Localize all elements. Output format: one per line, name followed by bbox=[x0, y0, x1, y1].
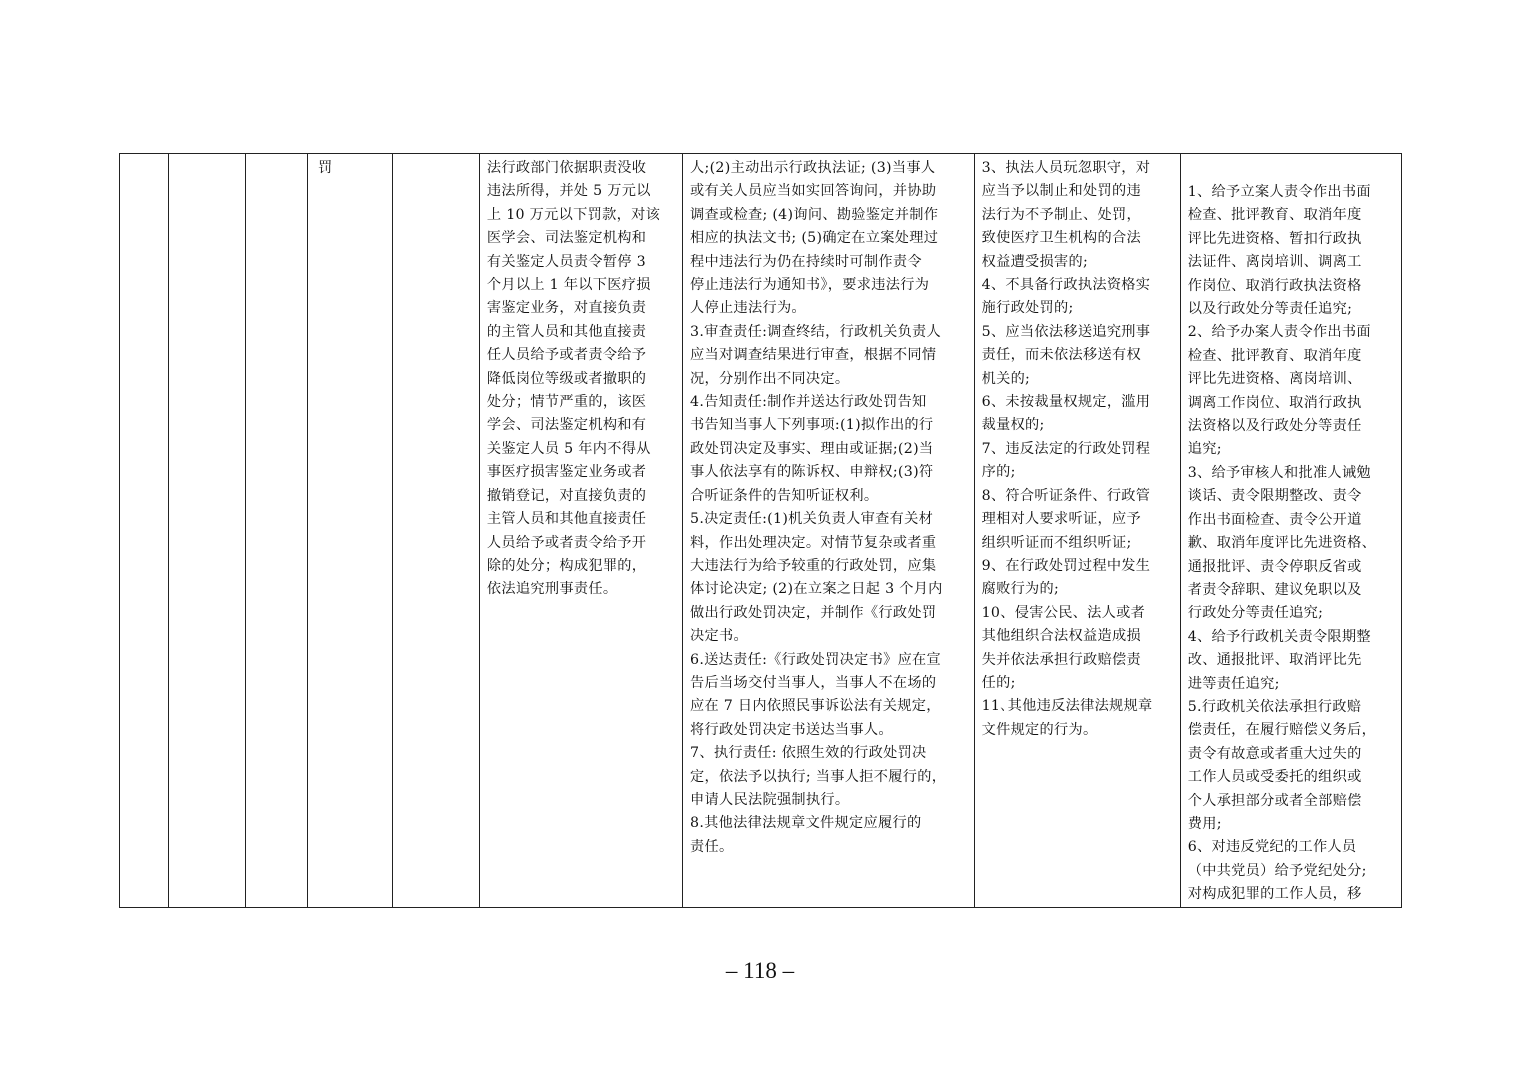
category-text: 罚 bbox=[318, 160, 333, 176]
responsibility-text: 人;(2)主动出示行政执法证; (3)当事人 或有关人员应当如实回答询问，并协助 调查或检查; (4)询问、勘验鉴定并制作 相应的执法文书; (5)确定在立案处理过 程中违法行为仍在持续时可制作责令 停止违法行为通知书》，要求违法行为 人停止违法行为。 3.审查责任:调查终结，行政机关负责人 应当对调查结果进行审查，根据不同情 况，分别作出不同决定。 4.告知责任:制作并送达行政处罚告知 书告知当事人下列事项:(1)拟作出的行 政处罚决定及事实、理由或证据;(2)当 事人依法享有的陈诉权、申辩权;(3)符 合听证条件的告知听证权利。 5.决定责任:(1)机关负责人审查有关材 料，作出处理决定。对情节复杂或者重 大违法行为给予较重的行政处罚，应集 体讨论决定; (2)在立案之日起 3 个月内 做出行政处罚决定，并制作《行政处罚 决定书。 6.送达责任:《行政处罚决定书》应在宣 告后当场交付当事人，当事人不在场的 应在 7 日内依照民事诉讼法有关规定， 将行政处罚决定书送达当事人。 7、执行责任: 依照生效的行政处罚决 定，依法予以执行; 当事人拒不履行的， 申请人民法院强制执行。 8.其他法律法规章文件规定应履行的 责任。 bbox=[690, 160, 947, 855]
responsibility-table bbox=[119, 153, 1402, 908]
page-number: – 118 – bbox=[725, 958, 795, 983]
accountability-measures-text: 1、给予立案人责令作出书面 检查、批评教育、取消年度 评比先进资格、暂扣行政执 法证件、离岗培训、调离工 作岗位、取消行政执法资格 以及行政处分等责任追究; 2、给予办案人责令作出书面 检查、批评教育、取消年度 评比先进资格、离岗培训、 调离工作岗位、取消行政执 法资格以及行政处分等责任 追究; 3、给予审核人和批准人诫勉 谈话、责令限期整改、责令 作出书面检查、责令公开道 歉、取消年度评比先进资格、 通报批评、责令停职反省或 者责令辞职、建议免职以及 行政处分等责任追究; 4、给予行政机关责令限期整 改、通报批评、取消评比先 进等责任追究; 5.行政机关依法承担行政赔 偿责任，在履行赔偿义务后， 责令有故意或者重大过失的 工作人员或受委托的组织或 个人承担部分或者全部赔偿 费用; 6、对违反党纪的工作人员 （中共党员）给予党纪处分; 对构成犯罪的工作人员，移 bbox=[1187, 184, 1377, 903]
cell-serial bbox=[120, 154, 169, 908]
cell-responsibility bbox=[683, 154, 975, 908]
cell-accountability-cases bbox=[974, 154, 1180, 908]
cell-code bbox=[393, 154, 479, 908]
penalty-content-text: 法行政部门依据职责没收 违法所得，并处 5 万元以 上 10 万元以下罚款，对该 医学会、司法鉴定机构和 有关鉴定人员责令暂停 3 个月以上 1 年以下医疗损 害鉴定业务，对直接负责 的主管人员和其他直接责 任人员给予或者责令给予 降低岗位等级或者撤职的 处分；情节严重的，该医 学会、司法鉴定机构和有 关鉴定人员 5 年内不得从 事医疗损害鉴定业务或者 撤销登记，对直接负责的 主管人员和其他直接责任 人员给予或者责令给予开 除的处分；构成犯罪的， 依法追究刑事责任。 bbox=[486, 160, 661, 598]
cell-sub-item bbox=[245, 154, 307, 908]
cell-accountability-measures bbox=[1180, 154, 1401, 908]
cell-penalty-content bbox=[479, 154, 682, 908]
table-row bbox=[120, 154, 1402, 908]
cell-category bbox=[308, 154, 393, 908]
accountability-cases-text: 3、执法人员玩忽职守，对 应当予以制止和处罚的违 法行为不予制止、处罚， 致使医疗卫生机构的合法 权益遭受损害的; 4、不具备行政执法资格实 施行政处罚的; 5、应当依法移送追究刑事 责任，而未依法移送有权 机关的; 6、未按裁量权规定，滥用 裁量权的; 7、违反法定的行政处罚程 序的; 8、符合听证条件、行政管 理相对人要求听证，应予 组织听证而不组织听证; 9、在行政处罚过程中发生 腐败行为的; 10、侵害公民、法人或者 其他组织合法权益造成损 失并依法承担行政赔偿责 任的; 11､其他违反法律法规规章 文件规定的行为。 bbox=[981, 160, 1153, 738]
cell-item-name bbox=[169, 154, 245, 908]
